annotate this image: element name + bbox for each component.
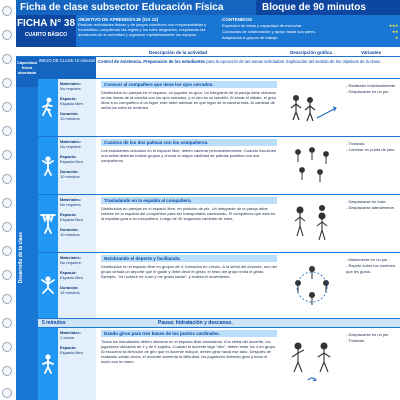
- activity-description: [98, 195, 280, 252]
- duration-value: 10 minutos: [60, 174, 80, 179]
- variant-item: - Desplazarse en un pie.: [346, 332, 390, 337]
- binding-ring: [2, 198, 12, 208]
- activity-description: [98, 79, 280, 136]
- space-value: Espacio libre.: [60, 350, 85, 355]
- materials-value: No requiere.: [60, 86, 83, 91]
- duration-key: Duración:: [60, 111, 79, 116]
- binding-ring: [2, 366, 12, 376]
- objective-text: Realizar actividades físicas y de juegos colectivos con responsabilidad y honestidad, cumpliendo las reglas y los roles asignados, respetando las decisiones de la autoridad y organizar equitativamente los equipos.: [78, 22, 207, 37]
- activity-body: Distribuidos en el espacio libre en grupos de 4, formados en círculo. A la señal del docente, uno del grupo señala un deporte que le guste y debe decir el gesto; el resto del grupo imita el gesto. Ejemplo, "mi nombre es Juan y me gusta nadar", y realiza el movimiento.: [101, 264, 277, 279]
- ficha-number: FICHA N° 38: [16, 18, 76, 29]
- content-text: Conductas de colaboración y apoyo hacia sus pares.: [222, 29, 316, 34]
- child-jumping-icon: [38, 253, 58, 318]
- intro-text-body: para la ejecución de las tareas solicitadas. Explicación del sentido de los objetivos de la clase.: [206, 59, 382, 64]
- binding-ring: [2, 318, 12, 328]
- activity-variants: [344, 79, 400, 136]
- class-development-label: Desarrollo de la clase: [18, 232, 24, 284]
- intro-text: [98, 59, 398, 64]
- materials-value: 1 conos.: [60, 335, 76, 340]
- duration-key: Duración:: [60, 227, 79, 232]
- intro-text-bold: Control de Asistencia. Preparación de los estudiantes: [98, 59, 206, 64]
- pause-minutes: 5 minutos: [42, 320, 66, 326]
- duration-key: Duración:: [60, 169, 79, 174]
- sheet-title: Ficha de clase subsector Educación Física: [16, 0, 256, 15]
- variant-item: - Caminar en punta de pies.: [346, 147, 396, 152]
- activity-body: Distribuidos en parejas en el espacio, un jugador es guía. Un integrante de la pareja debe ubicarse en las líneas de la cancha con los ojos cerrados, y el otro es su lazarillo. Al sonar el silbato, el guía lleva a su compañero a un lugar, este debe adivinar en qué lugar de la cancha está. Al cambiar de señal los roles se invierten.: [101, 90, 277, 110]
- duration-value: 10 minutos: [60, 232, 80, 237]
- spiral-binding: [0, 0, 14, 400]
- lesson-header: [16, 15, 400, 47]
- binding-ring: [2, 294, 12, 304]
- binding-ring: [2, 246, 12, 256]
- binding-ring: [2, 150, 12, 160]
- objective-label: OBJETIVO DE APRENDIZAJE (OA 10): [78, 17, 159, 22]
- space-value: Espacio libre.: [60, 217, 85, 222]
- space-value: Espacio libre.: [60, 275, 85, 280]
- activity-description: [98, 328, 280, 400]
- activity-row: [38, 195, 400, 253]
- activity-meta: [58, 328, 96, 400]
- space-key: Espacio:: [60, 345, 77, 350]
- space-key: Espacio:: [60, 154, 77, 159]
- materials-key: Materiales:: [60, 139, 81, 144]
- space-key: Espacio:: [60, 212, 77, 217]
- activity-graphic: [282, 79, 342, 136]
- variant-item: - Mantenerse en un pie.: [346, 257, 389, 262]
- materials-key: Materiales:: [60, 197, 81, 202]
- activity-description: [98, 137, 280, 194]
- content-item: [222, 35, 398, 41]
- activity-body: Todos los estudiantes deben ubicarse en el espacio libre caminando. A la señal del docente, los jugadores ubicados de 4 y de 5 sujetos. Cuando el docente diga "alto", deben estar los 4 en grupo. Al escuchar la dirección de giro que el docente indique, deben girar hacia ese lado. Después de realizarlo varias veces, el docente aumenta la dificultad, los jugadores deberán girar y tocar el suelo con la mano.: [101, 339, 277, 364]
- objective-box: [78, 17, 218, 45]
- child-running-icon: [38, 79, 58, 136]
- activity-title: Trasladando en la espalda al compañero.: [101, 197, 277, 204]
- class-intro-row: [38, 57, 400, 79]
- star-rating-icon: ★★★: [388, 23, 398, 28]
- contents-label: CONTENIDOS: [222, 17, 253, 22]
- activity-graphic: [282, 137, 342, 194]
- binding-ring: [2, 78, 12, 88]
- activity-variants: [344, 253, 400, 318]
- activity-title: Conocer al compañero que tiene los ojos cerrados.: [101, 81, 277, 88]
- binding-ring: [2, 270, 12, 280]
- column-headers: [16, 48, 400, 57]
- intro-block-label: INICIO DE CLASE 10 minutos: [38, 57, 96, 79]
- physical-capacity-label: Capacidad física abordada: [16, 57, 38, 87]
- variant-item: - Trotando.: [346, 141, 366, 146]
- activity-title: Nombrando el deporte y facilitando.: [101, 255, 277, 262]
- activity-variants: [344, 137, 400, 194]
- variant-item: - Trotando.: [346, 338, 366, 343]
- activity-title: Dando giros para tres bases de los puntos cardinales.: [101, 330, 277, 337]
- activity-variants: [344, 328, 400, 400]
- star-rating-icon: ★: [394, 35, 398, 40]
- activity-row: [38, 137, 400, 195]
- column-header-variants: Variantes: [342, 48, 400, 57]
- binding-ring: [2, 342, 12, 352]
- content-text: Adaptación a grupos de trabajo.: [222, 35, 279, 40]
- materials-key: Materiales:: [60, 330, 81, 335]
- pause-text: Pausa: hidratación y descanso.: [158, 320, 233, 326]
- binding-ring: [2, 388, 12, 398]
- variant-item: - Desplazarse en trote.: [346, 199, 387, 204]
- activity-graphic: [282, 195, 342, 252]
- binding-ring: [2, 54, 12, 64]
- column-header-graphic: Descripción gráfica: [280, 48, 342, 57]
- star-rating-icon: ★★: [391, 29, 398, 34]
- block-title: Bloque de 90 minutos: [256, 0, 400, 15]
- column-header-activity: Descripción de la actividad: [76, 48, 280, 57]
- activity-graphic: [282, 328, 342, 400]
- materials-value: No requiere.: [60, 144, 83, 149]
- space-value: Espacio libre.: [60, 101, 85, 106]
- content-text: Expresión de ideas y capacidad de escuchar.: [222, 23, 303, 28]
- binding-ring: [2, 126, 12, 136]
- materials-key: Materiales:: [60, 81, 81, 86]
- activity-row: [38, 253, 400, 319]
- space-value: Espacio libre.: [60, 159, 85, 164]
- activity-meta: [58, 137, 96, 194]
- activity-meta: [58, 195, 96, 252]
- course-label: CUARTO BÁSICO: [24, 32, 68, 38]
- child-turning-icon: [38, 328, 58, 400]
- activity-row: [38, 79, 400, 137]
- binding-ring: [2, 6, 12, 16]
- child-lifting-icon: [38, 195, 58, 252]
- activity-body: Los estudiantes ubicados en el espacio libre, deben caminar permanentemente. Cuando escuchen una señal deberán formar grupos y chocar la mayor cantidad de palmas posibles con sus compañeros.: [101, 148, 277, 163]
- activity-row: [38, 328, 400, 400]
- ficha-box: [16, 15, 76, 47]
- binding-ring: [2, 222, 12, 232]
- title-bar: [16, 0, 400, 15]
- activity-variants: [344, 195, 400, 252]
- pause-bar: [38, 319, 400, 328]
- contents-box: [222, 17, 398, 45]
- materials-value: No requiere.: [60, 260, 83, 265]
- activity-meta: [58, 79, 96, 136]
- materials-key: Materiales:: [60, 255, 81, 260]
- variant-item: - Repetir todos los nombres que les gusta.: [346, 263, 396, 274]
- child-clapping-icon: [38, 137, 58, 194]
- activity-body: Distribuidos en parejas en el espacio libre, en posición de pie. Un integrante de la pareja debe subirse en la espalda del compañero para ser transportado caminando. El compañero que está en la espalda guía a su compañero. Luego de 40 segundos cambian de roles.: [101, 206, 276, 221]
- activity-description: [98, 253, 280, 318]
- space-key: Espacio:: [60, 96, 77, 101]
- duration-value: 10 minutos: [60, 116, 80, 121]
- binding-ring: [2, 102, 12, 112]
- variant-item: - Desplazarse en un pie.: [346, 89, 390, 94]
- space-key: Espacio:: [60, 270, 77, 275]
- variant-item: - Desplazarse lateralmente.: [346, 205, 395, 210]
- left-sidebar: [16, 57, 38, 400]
- binding-ring: [2, 174, 12, 184]
- column-header-spacer: [16, 48, 76, 57]
- activity-title: Cuantos de los dos palmas con los compañeros.: [101, 139, 277, 146]
- duration-value: 15 minutos: [60, 290, 80, 295]
- activity-graphic: [282, 253, 342, 318]
- materials-value: No requiere.: [60, 202, 83, 207]
- variant-item: - Realizarlo individualmente.: [346, 83, 397, 88]
- duration-key: Duración:: [60, 285, 79, 290]
- binding-ring: [2, 30, 12, 40]
- activity-meta: [58, 253, 96, 318]
- lesson-sheet: [16, 0, 400, 400]
